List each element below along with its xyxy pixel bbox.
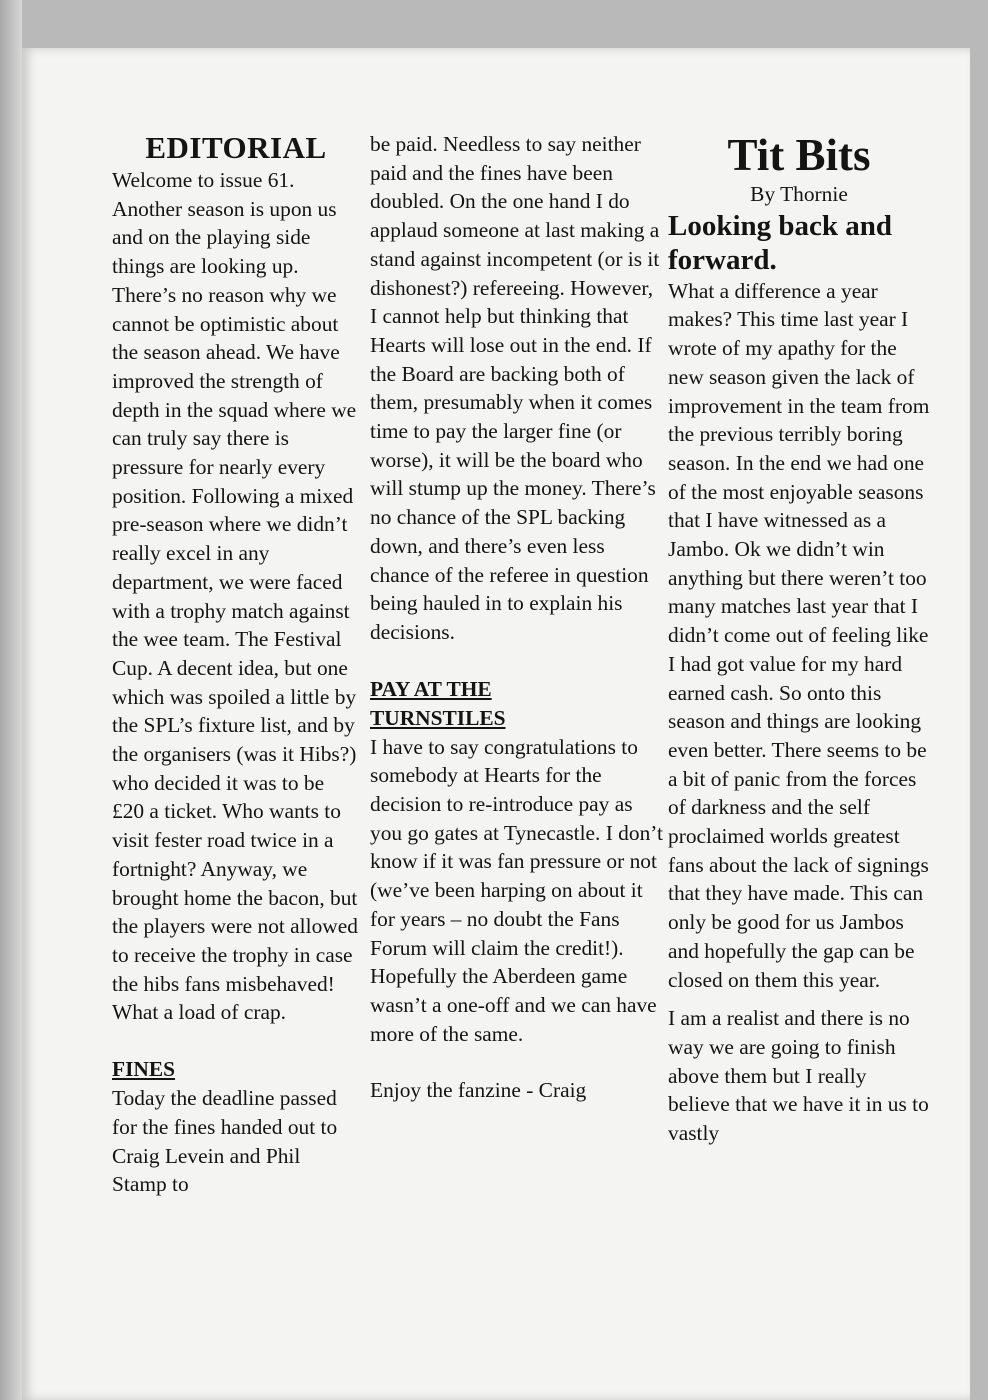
editorial-signoff: Enjoy the fanzine - Craig <box>370 1078 587 1103</box>
turnstiles-heading-line1: PAY AT THE <box>370 676 492 701</box>
turnstiles-heading-line2: TURNSTILES <box>370 705 506 730</box>
titbits-body-part2: I am a realist and there is no way we are going to finish above them but I really believe that we have it in us to vastly <box>668 1006 929 1146</box>
titbits-body-part1: What a difference a year makes? This time last year I wrote of my apathy for the new season given the lack of improvement in the team from the previous terribly boring season. In the end we had one of the most enjoyable seasons that I have witnessed as a Jambo. Ok we didn’t win anything but there weren’t too many matches last year that I didn’t come out of feeling like I had got value for my hard earned cash. So onto this season and things are looking even better. There seems to be a bit of panic from the forces of darkness and the self proclaimed worlds greatest fans about the lack of signings that they have made. This can only be good for us Jambos and hopefully the gap can be closed on them this year. <box>668 278 930 992</box>
page-spine-shadow <box>0 0 22 1400</box>
column-left <box>112 130 360 1199</box>
titbits-subheading: Looking back and forward. <box>668 209 893 276</box>
fines-heading: FINES <box>112 1057 176 1082</box>
fines-body-part1: Today the deadline passed for the fines handed out to Craig Levein and Phil Stamp to <box>112 1086 338 1197</box>
titbits-title: Tit Bits <box>727 130 871 180</box>
editorial-heading: EDITORIAL <box>145 130 327 165</box>
column-middle <box>370 130 665 1105</box>
column-right <box>668 130 930 1148</box>
fines-body-part2: be paid. Needless to say neither paid and the fines have been doubled. On the one hand I do applaud someone at last making a stand against incompetent (or is it dishonest?) refereeing. However, I cannot help but thinking that Hearts will lose out in the end. If the Board are backing both of them, presumably when it comes time to pay the larger fine (or worse), it will be the board who will stump up the money. There’s no chance of the SPL backing down, and there’s even less chance of the referee in question being hauled in to explain his decisions. <box>370 132 660 644</box>
editorial-body: Welcome to issue 61. Another season is upon us and on the playing side things are looking up. There’s no reason why we cannot be optimistic about the season ahead. We have improved the strength of depth in the squad where we can truly say there is pressure for nearly every position. Following a mixed pre-season where we didn’t really excel in any department, we were faced with a trophy match against the wee team. The Festival Cup. A decent idea, but one which was spoiled a little by the SPL’s fixture list, and by the organisers (was it Hibs?) who decided it was to be £20 a ticket. Who wants to visit fester road twice in a fortnight? Anyway, we brought home the bacon, but the players were not allowed to receive the trophy in case the hibs fans misbehaved! What a load of crap. <box>112 168 358 1025</box>
titbits-byline: By Thornie <box>750 182 848 206</box>
turnstiles-body: I have to say congratulations to somebody at Hearts for the decision to re-introduce pay as you go gates at Tynecastle. I don’t know if it was fan pressure or not (we’ve been harping on about it for years – no doubt the Fans Forum will claim the credit!). Hopefully the Aberdeen game wasn’t a one-off and we can have more of the same. <box>370 734 663 1046</box>
